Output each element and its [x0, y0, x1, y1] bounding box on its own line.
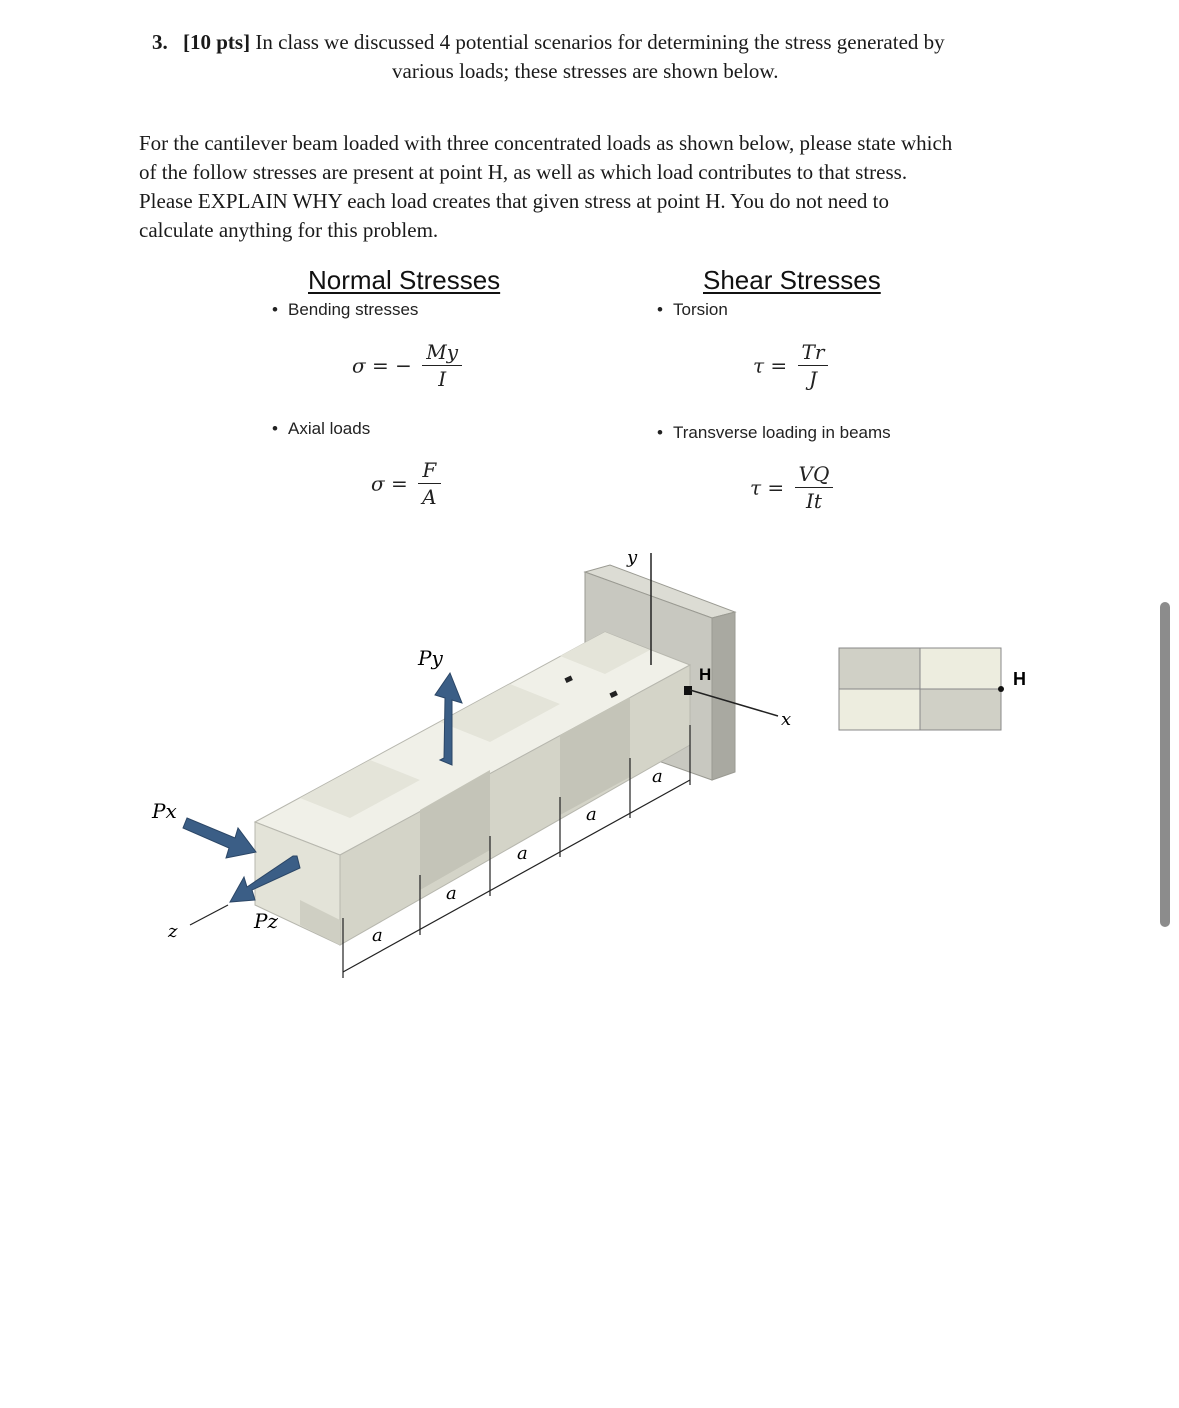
dim-a-label: a	[446, 883, 457, 904]
dim-a-label: a	[652, 766, 663, 787]
axial-fraction	[418, 458, 440, 509]
question-line-2: various loads; these stresses are shown below.	[392, 59, 779, 83]
transverse-equation	[750, 462, 833, 513]
transverse-denominator: It	[806, 489, 822, 513]
bullet-icon: •	[272, 419, 278, 438]
question-text-1: In class we discussed 4 potential scenarios for determining the stress generated by	[255, 30, 945, 54]
load-py-label: Py	[418, 646, 443, 670]
bending-fraction	[422, 340, 462, 391]
paragraph-line: calculate anything for this problem.	[139, 218, 439, 242]
load-px-arrow	[151, 799, 256, 858]
axial-equation	[371, 458, 441, 509]
torsion-equation	[753, 340, 828, 391]
axis-z-label: z	[168, 921, 178, 942]
cross-section-diagram	[839, 648, 1026, 730]
dim-a-label: a	[517, 843, 528, 864]
beam	[255, 632, 690, 945]
transverse-numerator: VQ	[795, 462, 834, 488]
bullet-icon: •	[657, 300, 663, 319]
point-h-label: H	[699, 665, 712, 684]
load-pz-label: Pz	[254, 909, 278, 933]
bullet-icon: •	[657, 423, 663, 442]
torsion-numerator: Tr	[798, 340, 829, 366]
transverse-bullet	[657, 423, 891, 443]
question-number: 3.	[152, 30, 168, 54]
torsion-denominator: J	[808, 367, 818, 391]
paragraph-line: Please EXPLAIN WHY each load creates that given stress at point H. You do not need to	[139, 189, 890, 213]
torsion-bullet	[657, 300, 728, 320]
axial-denominator: A	[422, 485, 437, 509]
bending-numerator: My	[422, 340, 462, 366]
dim-a-label: a	[372, 925, 383, 946]
shear-stresses-heading: Shear Stresses	[703, 265, 881, 295]
cross-section-point-h	[998, 686, 1004, 692]
torsion-lhs: τ =	[753, 353, 788, 378]
paragraph-line: For the cantilever beam loaded with three concentrated loads as shown below, please state which	[139, 131, 953, 155]
bending-label: Bending stresses	[288, 300, 419, 319]
cross-section-h-label: H	[1013, 669, 1026, 689]
paragraph-line: of the follow stresses are present at point H, as well as which load contributes to that stress.	[139, 160, 908, 184]
vertical-scrollbar[interactable]	[1160, 602, 1170, 927]
axis-x-label: x	[781, 709, 792, 730]
axial-bullet	[272, 419, 370, 439]
axial-lhs: σ =	[371, 471, 408, 496]
bending-bullet	[272, 300, 418, 320]
torsion-fraction	[798, 340, 829, 391]
instructions-paragraph	[139, 129, 1049, 245]
bending-equation	[352, 340, 462, 391]
torsion-label: Torsion	[673, 300, 728, 319]
bullet-icon: •	[272, 300, 278, 319]
dim-a-label: a	[586, 804, 597, 825]
transverse-label: Transverse loading in beams	[673, 423, 891, 442]
transverse-fraction	[795, 462, 834, 513]
question-points: [10 pts]	[183, 30, 251, 54]
bending-lhs: σ = −	[352, 353, 412, 378]
transverse-lhs: τ =	[750, 475, 785, 500]
bending-denominator: I	[438, 367, 447, 391]
cantilever-beam-figure	[0, 540, 1179, 1000]
load-px-label: Px	[152, 799, 177, 823]
normal-stresses-heading: Normal Stresses	[308, 265, 501, 295]
axis-y-label: y	[627, 547, 638, 568]
axial-label: Axial loads	[288, 419, 371, 438]
question-line-1	[152, 28, 945, 57]
axial-numerator: F	[418, 458, 440, 484]
